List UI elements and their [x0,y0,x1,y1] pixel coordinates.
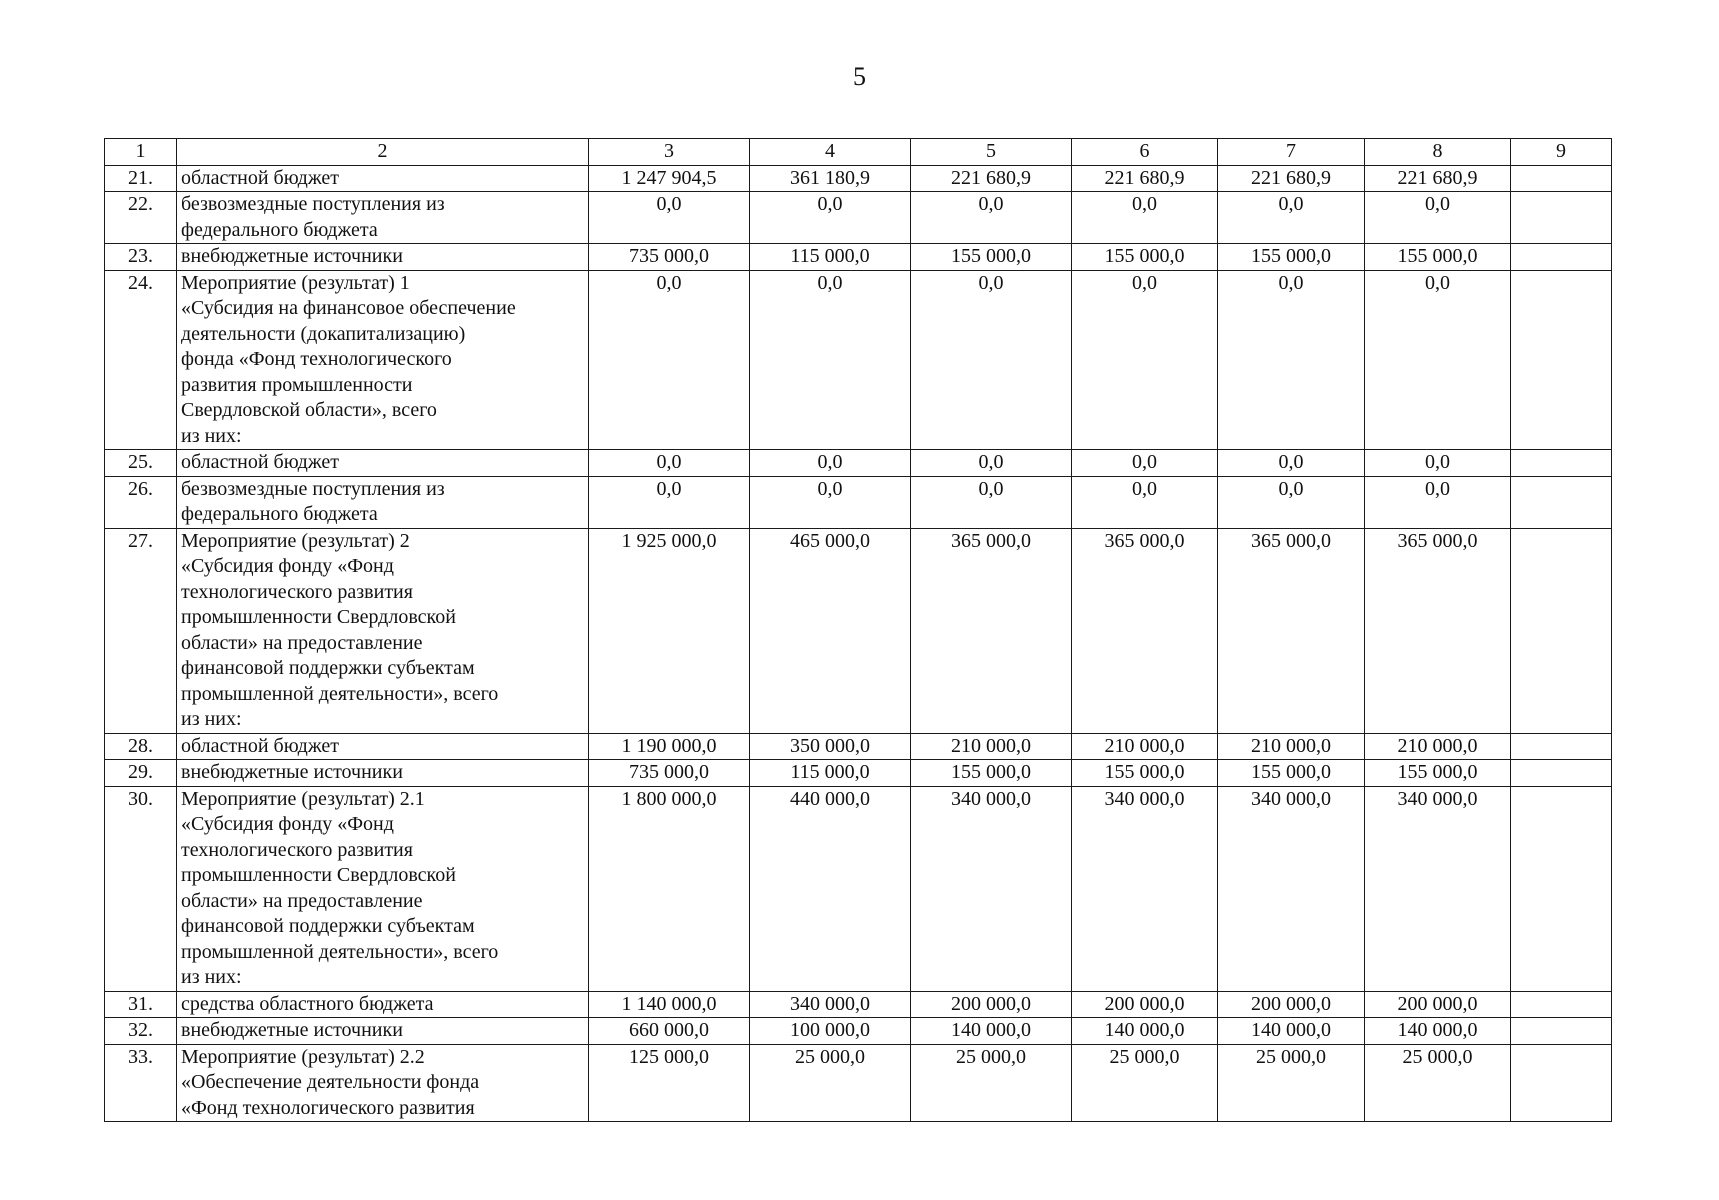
header-cell: 1 [105,139,177,166]
value-col-9 [1511,1044,1612,1122]
value-col-4: 0,0 [750,476,911,528]
value-col-7: 25 000,0 [1218,1044,1365,1122]
value-col-3: 735 000,0 [589,244,750,271]
value-col-8: 365 000,0 [1365,528,1511,733]
table-row [105,270,1612,450]
value-col-5: 155 000,0 [911,760,1072,787]
value-col-8: 340 000,0 [1365,786,1511,991]
value-col-8: 140 000,0 [1365,1018,1511,1045]
value-col-4: 340 000,0 [750,991,911,1018]
value-col-7: 365 000,0 [1218,528,1365,733]
row-number: 33. [105,1044,177,1122]
value-col-5: 365 000,0 [911,528,1072,733]
row-number: 25. [105,450,177,477]
row-name: безвозмездные поступления из федерального бюджета [177,192,589,244]
value-col-3: 125 000,0 [589,1044,750,1122]
row-number: 26. [105,476,177,528]
value-col-8: 0,0 [1365,192,1511,244]
value-col-4: 25 000,0 [750,1044,911,1122]
value-col-5: 210 000,0 [911,733,1072,760]
row-name: средства областного бюджета [177,991,589,1018]
value-col-9 [1511,991,1612,1018]
value-col-5: 155 000,0 [911,244,1072,271]
value-col-6: 0,0 [1072,270,1218,450]
value-col-9 [1511,786,1612,991]
header-cell: 7 [1218,139,1365,166]
value-col-3: 1 247 904,5 [589,165,750,192]
row-number: 22. [105,192,177,244]
value-col-5: 0,0 [911,476,1072,528]
row-name: Мероприятие (результат) 1 «Субсидия на финансовое обеспечение деятельности (докапитализацию) фонда «Фонд технологического развития промышленности Свердловской области», всего из них: [177,270,589,450]
value-col-4: 115 000,0 [750,760,911,787]
value-col-6: 25 000,0 [1072,1044,1218,1122]
value-col-7: 0,0 [1218,450,1365,477]
value-col-8: 0,0 [1365,476,1511,528]
value-col-3: 0,0 [589,270,750,450]
value-col-4: 100 000,0 [750,1018,911,1045]
value-col-3: 0,0 [589,192,750,244]
value-col-9 [1511,1018,1612,1045]
value-col-6: 340 000,0 [1072,786,1218,991]
table-header-row [105,139,1612,166]
value-col-4: 350 000,0 [750,733,911,760]
value-col-9 [1511,733,1612,760]
value-col-6: 155 000,0 [1072,244,1218,271]
row-number: 30. [105,786,177,991]
value-col-4: 361 180,9 [750,165,911,192]
value-col-4: 440 000,0 [750,786,911,991]
value-col-3: 0,0 [589,450,750,477]
value-col-3: 1 925 000,0 [589,528,750,733]
row-name: внебюджетные источники [177,244,589,271]
value-col-8: 210 000,0 [1365,733,1511,760]
table-row [105,991,1612,1018]
row-number: 31. [105,991,177,1018]
value-col-8: 200 000,0 [1365,991,1511,1018]
value-col-6: 0,0 [1072,450,1218,477]
row-number: 27. [105,528,177,733]
value-col-7: 0,0 [1218,270,1365,450]
value-col-5: 0,0 [911,270,1072,450]
value-col-6: 0,0 [1072,476,1218,528]
table-row [105,244,1612,271]
value-col-5: 0,0 [911,192,1072,244]
table-row [105,528,1612,733]
value-col-8: 155 000,0 [1365,244,1511,271]
budget-table [104,138,1612,1122]
value-col-9 [1511,476,1612,528]
value-col-9 [1511,244,1612,271]
value-col-6: 200 000,0 [1072,991,1218,1018]
value-col-3: 1 800 000,0 [589,786,750,991]
value-col-6: 365 000,0 [1072,528,1218,733]
value-col-8: 221 680,9 [1365,165,1511,192]
row-name: областной бюджет [177,450,589,477]
row-name: безвозмездные поступления из федерального бюджета [177,476,589,528]
value-col-6: 140 000,0 [1072,1018,1218,1045]
value-col-4: 0,0 [750,450,911,477]
value-col-7: 0,0 [1218,192,1365,244]
value-col-7: 210 000,0 [1218,733,1365,760]
header-cell: 2 [177,139,589,166]
header-cell: 4 [750,139,911,166]
value-col-8: 0,0 [1365,450,1511,477]
value-col-4: 0,0 [750,192,911,244]
table-row [105,786,1612,991]
value-col-9 [1511,760,1612,787]
header-cell: 6 [1072,139,1218,166]
value-col-5: 200 000,0 [911,991,1072,1018]
value-col-6: 210 000,0 [1072,733,1218,760]
value-col-9 [1511,450,1612,477]
value-col-4: 465 000,0 [750,528,911,733]
value-col-7: 155 000,0 [1218,244,1365,271]
table-row [105,165,1612,192]
row-name: внебюджетные источники [177,1018,589,1045]
header-cell: 9 [1511,139,1612,166]
row-name: областной бюджет [177,165,589,192]
table-row [105,1018,1612,1045]
row-number: 23. [105,244,177,271]
value-col-9 [1511,270,1612,450]
header-cell: 3 [589,139,750,166]
value-col-8: 25 000,0 [1365,1044,1511,1122]
row-number: 28. [105,733,177,760]
table-row [105,192,1612,244]
row-number: 21. [105,165,177,192]
row-name: Мероприятие (результат) 2 «Субсидия фонду «Фонд технологического развития промышленности Свердловской области» на предоставление финансовой поддержки субъектам промышленной деятельности», всего из них: [177,528,589,733]
value-col-4: 115 000,0 [750,244,911,271]
value-col-5: 0,0 [911,450,1072,477]
row-name: Мероприятие (результат) 2.1 «Субсидия фонду «Фонд технологического развития промышленности Свердловской области» на предоставление финансовой поддержки субъектам промышленной деятельности», всего из них: [177,786,589,991]
value-col-5: 25 000,0 [911,1044,1072,1122]
value-col-3: 1 140 000,0 [589,991,750,1018]
value-col-3: 735 000,0 [589,760,750,787]
value-col-7: 155 000,0 [1218,760,1365,787]
value-col-4: 0,0 [750,270,911,450]
row-number: 24. [105,270,177,450]
value-col-9 [1511,165,1612,192]
row-number: 29. [105,760,177,787]
row-number: 32. [105,1018,177,1045]
value-col-3: 1 190 000,0 [589,733,750,760]
value-col-8: 155 000,0 [1365,760,1511,787]
table-row [105,760,1612,787]
value-col-7: 0,0 [1218,476,1365,528]
value-col-7: 140 000,0 [1218,1018,1365,1045]
table-row [105,476,1612,528]
table-row [105,733,1612,760]
value-col-6: 221 680,9 [1072,165,1218,192]
value-col-5: 140 000,0 [911,1018,1072,1045]
value-col-9 [1511,528,1612,733]
value-col-9 [1511,192,1612,244]
page-number: 5 [853,62,866,91]
row-name: внебюджетные источники [177,760,589,787]
header-cell: 8 [1365,139,1511,166]
value-col-7: 200 000,0 [1218,991,1365,1018]
table-row [105,450,1612,477]
row-name: Мероприятие (результат) 2.2 «Обеспечение деятельности фонда «Фонд технологического развития [177,1044,589,1122]
value-col-3: 0,0 [589,476,750,528]
value-col-5: 340 000,0 [911,786,1072,991]
value-col-3: 660 000,0 [589,1018,750,1045]
value-col-6: 155 000,0 [1072,760,1218,787]
header-cell: 5 [911,139,1072,166]
value-col-7: 340 000,0 [1218,786,1365,991]
value-col-7: 221 680,9 [1218,165,1365,192]
value-col-5: 221 680,9 [911,165,1072,192]
value-col-8: 0,0 [1365,270,1511,450]
value-col-6: 0,0 [1072,192,1218,244]
table-row [105,1044,1612,1122]
row-name: областной бюджет [177,733,589,760]
